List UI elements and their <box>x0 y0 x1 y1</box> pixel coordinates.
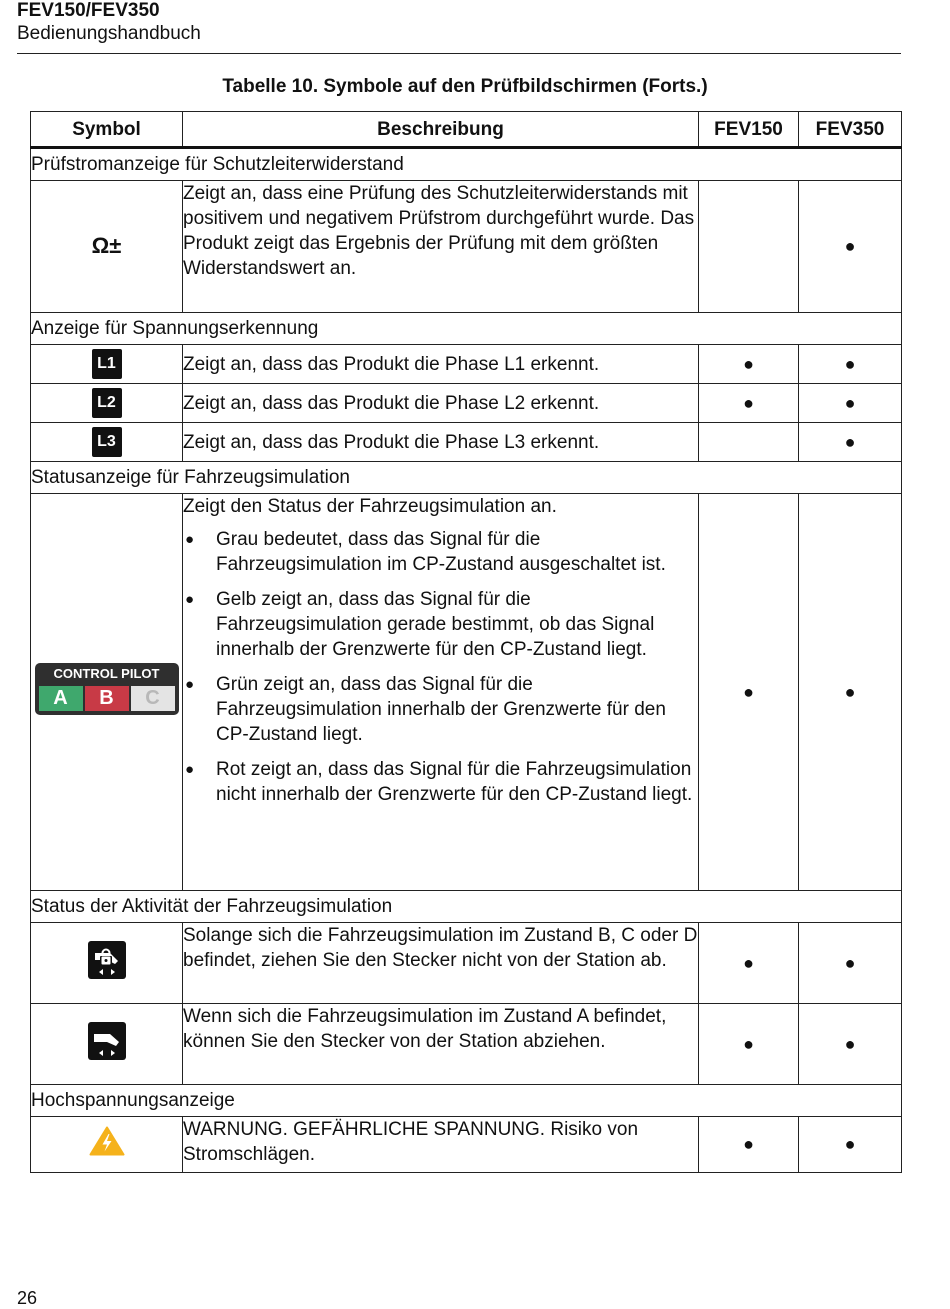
dot-mark: ● <box>844 236 856 256</box>
section-row <box>31 148 902 181</box>
dot-mark: ● <box>743 1134 754 1154</box>
table-row <box>31 423 902 462</box>
section-title: Anzeige für Spannungserkennung <box>31 313 902 345</box>
fev150-cell <box>699 181 799 313</box>
header-model: FEV150/FEV350 <box>17 0 160 21</box>
table-caption: Tabelle 10. Symbole auf den Prüfbildschirmen (Forts.) <box>222 76 708 97</box>
list-item: ● Grau bedeutet, dass das Signal für die Fahrzeugsimulation im CP-Zustand ausgeschaltet ist. <box>183 527 698 577</box>
dot-mark: ● <box>844 952 856 973</box>
table-row <box>31 494 902 891</box>
section-title: Statusanzeige für Fahrzeugsimulation <box>31 462 902 494</box>
plug-locked-icon <box>88 941 126 979</box>
cp-state-c: C <box>131 686 175 711</box>
fev350-cell <box>799 423 902 462</box>
fev350-cell <box>799 384 902 423</box>
table-row <box>31 923 902 1004</box>
table-header-row <box>31 112 902 148</box>
control-pilot-icon <box>35 663 179 715</box>
section-title: Hochspannungsanzeige <box>31 1085 902 1117</box>
section-row <box>31 1085 902 1117</box>
fev150-cell <box>699 423 799 462</box>
fev150-cell <box>699 345 799 384</box>
fev350-cell <box>799 1004 902 1085</box>
dot-mark: ● <box>743 353 754 374</box>
description-cell <box>183 494 699 891</box>
description-cell: Solange sich die Fahrzeugsimulation im Zustand B, C oder D befindet, ziehen Sie den Stecker nicht von der Station ab. <box>183 923 699 1004</box>
control-pilot-title: CONTROL PILOT <box>53 665 160 681</box>
section-title: Prüfstromanzeige für Schutzleiterwiderstand <box>31 148 902 181</box>
symbol-cell <box>31 1117 183 1173</box>
description-cell: Zeigt an, dass eine Prüfung des Schutzleiterwiderstands mit positivem und negativem Prüfstrom durchgeführt wurde. Das Produkt zeigt das Ergebnis der Prüfung mit dem größten Widerstandswert an. <box>183 181 699 313</box>
description-cell: Zeigt an, dass das Produkt die Phase L1 erkennt. <box>183 345 699 384</box>
list-item: ● Grün zeigt an, dass das Signal für die Fahrzeugsimulation innerhalb der Grenzwerte für den CP-Zustand liegt. <box>183 672 698 747</box>
list-item: ● Gelb zeigt an, dass das Signal für die Fahrzeugsimulation gerade bestimmt, ob das Signal innerhalb der Grenzwerte für den CP-Zustand liegt. <box>183 587 698 662</box>
symbol-cell <box>31 1004 183 1085</box>
phase-l3-icon: L3 <box>92 427 122 457</box>
dot-mark: ● <box>844 681 856 702</box>
header-subtitle: Bedienungshandbuch <box>17 23 201 44</box>
col-header-fev350: FEV350 <box>799 112 902 148</box>
fev350-cell <box>799 1117 902 1173</box>
fev150-cell <box>699 923 799 1004</box>
ohm-plus-minus-icon: Ω± <box>91 233 122 258</box>
control-pilot-states <box>39 686 175 711</box>
dot-mark: ● <box>743 1033 754 1054</box>
dot-mark: ● <box>844 392 856 413</box>
description-cell: Wenn sich die Fahrzeugsimulation im Zustand A befindet, können Sie den Stecker von der Station abziehen. <box>183 1004 699 1085</box>
fev350-cell <box>799 923 902 1004</box>
page-number: 26 <box>17 1288 38 1308</box>
status-bullet-list <box>183 527 698 807</box>
dot-mark: ● <box>844 1134 856 1154</box>
symbol-cell <box>31 423 183 462</box>
col-header-symbol: Symbol <box>31 112 183 148</box>
phase-l2-icon: L2 <box>92 388 122 418</box>
dot-mark: ● <box>743 952 754 973</box>
fev350-cell <box>799 181 902 313</box>
description-cell: Zeigt an, dass das Produkt die Phase L2 erkennt. <box>183 384 699 423</box>
description-intro: Zeigt den Status der Fahrzeugsimulation an. <box>183 496 557 517</box>
symbol-cell <box>31 923 183 1004</box>
dot-mark: ● <box>844 353 856 374</box>
section-row <box>31 891 902 923</box>
cp-state-b: B <box>85 686 129 711</box>
dot-mark: ● <box>743 681 754 702</box>
symbol-cell <box>31 345 183 384</box>
table-row <box>31 384 902 423</box>
table-row <box>31 181 902 313</box>
phase-l1-icon: L1 <box>92 349 122 379</box>
dot-mark: ● <box>844 431 856 452</box>
dot-mark: ● <box>844 1033 856 1054</box>
section-row <box>31 313 902 345</box>
symbol-cell <box>31 384 183 423</box>
col-header-fev150: FEV150 <box>699 112 799 148</box>
cp-state-a: A <box>39 686 83 711</box>
fev150-cell <box>699 384 799 423</box>
section-row <box>31 462 902 494</box>
list-item: ● Rot zeigt an, dass das Signal für die Fahrzeugsimulation nicht innerhalb der Grenzwerte für den CP-Zustand liegt. <box>183 757 698 807</box>
fev150-cell <box>699 1004 799 1085</box>
fev150-cell <box>699 494 799 891</box>
plug-unlocked-icon <box>88 1022 126 1060</box>
high-voltage-warning-icon <box>89 1126 125 1156</box>
description-cell: WARNUNG. GEFÄHRLICHE SPANNUNG. Risiko von Stromschlägen. <box>183 1117 699 1173</box>
table-row <box>31 1117 902 1173</box>
fev350-cell <box>799 494 902 891</box>
table-row <box>31 1004 902 1085</box>
fev150-cell <box>699 1117 799 1173</box>
table-row <box>31 345 902 384</box>
section-title: Status der Aktivität der Fahrzeugsimulation <box>31 891 902 923</box>
col-header-description: Beschreibung <box>183 112 699 148</box>
dot-mark: ● <box>743 392 754 413</box>
symbols-table <box>30 111 902 1173</box>
fev350-cell <box>799 345 902 384</box>
symbol-cell <box>31 181 183 313</box>
description-cell: Zeigt an, dass das Produkt die Phase L3 erkennt. <box>183 423 699 462</box>
header-rule <box>17 53 901 54</box>
symbol-cell <box>31 494 183 891</box>
